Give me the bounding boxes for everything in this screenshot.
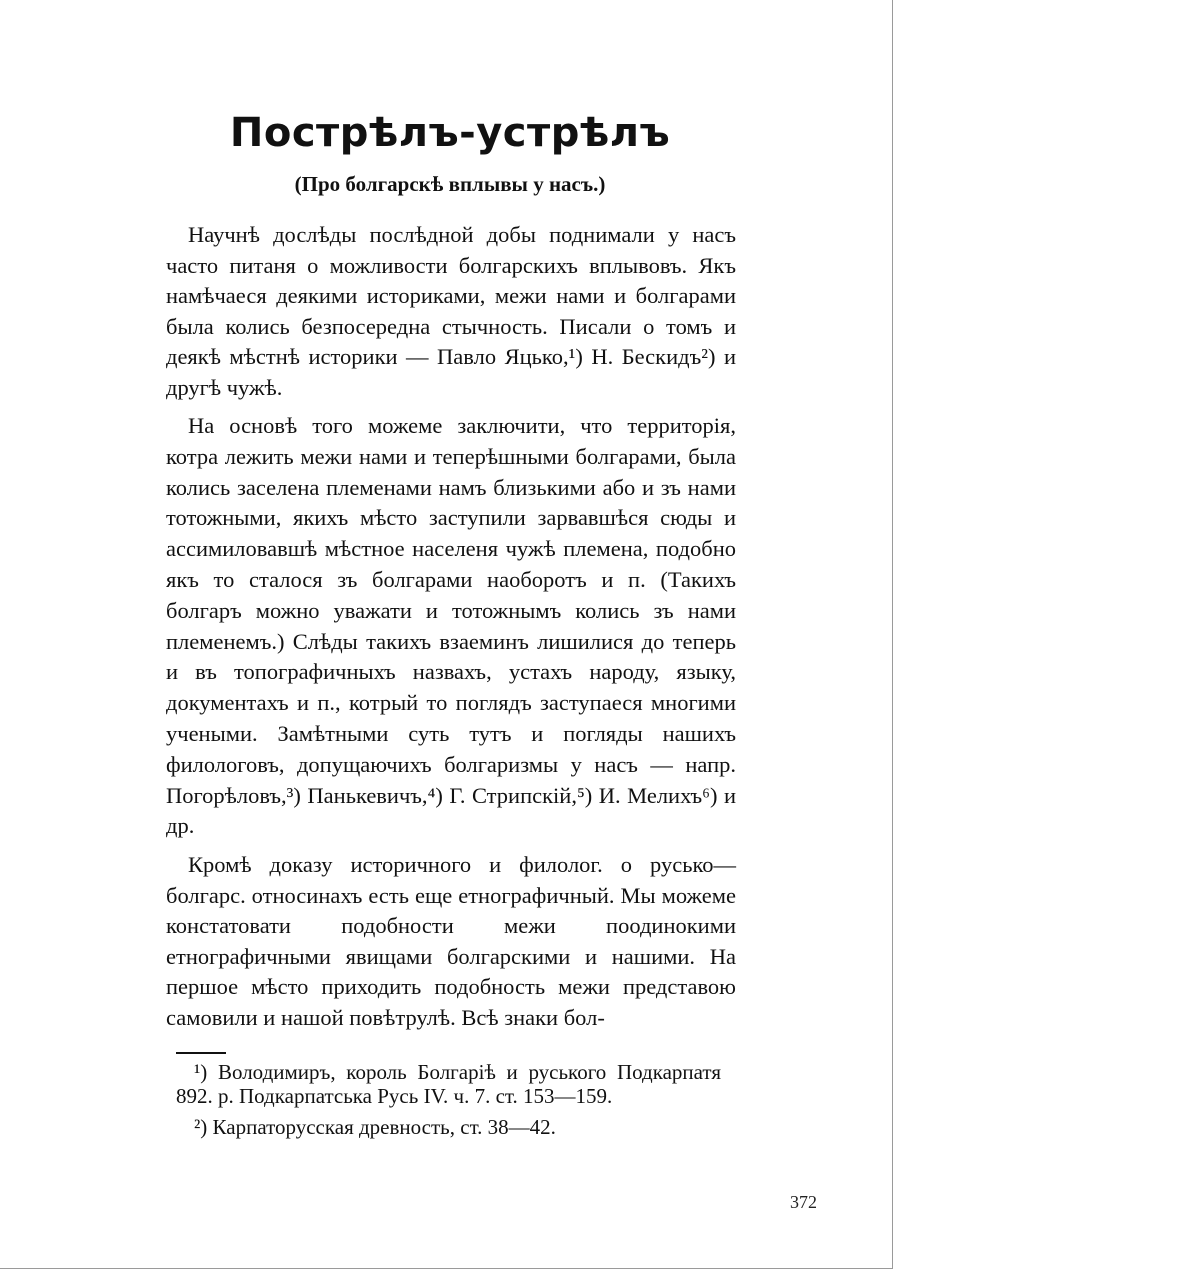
paragraph-2: На основѣ того можеме заключити, что территорія, котра лежить межи нами и теперѣшными болгарами, была колись заселена племенами намъ близькими або и зъ нами тотожными, якихъ мѣсто заступили зарвавшѣся сюды и ассимиловавшѣ мѣстное населеня чужѣ племена, подобно якъ то сталося зъ болгарами наоборотъ и п. (Такихъ болгаръ можно уважати и тотожнымъ колись зъ нами племенемъ.) Слѣды такихъ взаеминъ лишилися до теперь и въ топографичныхъ назвахъ, устахъ народу, языку, документахъ и п., котрый то поглядъ заступаеся многими учеными. Замѣтными суть тутъ и погляды нашихъ филологовъ, допущаючихъ болгаризмы у насъ — напр. Погорѣловъ,³) Панькевичъ,⁴) Г. Стрипскій,⁵) И. Мелихъ⁶) и др. bbox=[166, 413, 736, 839]
page-number: 372 bbox=[790, 1192, 817, 1212]
footnotes bbox=[176, 1060, 721, 1146]
page-subtitle: (Про болгарскѣ вплывы у насъ.) bbox=[294, 172, 606, 196]
paragraph-1: Научнѣ дослѣды послѣдной добы поднимали у насъ часто питаня о можливости болгарскихъ вплывовъ. Якъ намѣчаеся деякими историками, межи нами и болгарами была колись безпосередна стычность. Писали о томъ и деякѣ мѣстнѣ историки — Павло Яцько,¹) Н. Бескидъ²) и другѣ чужѣ. bbox=[166, 222, 736, 400]
paragraph-3: Кромѣ доказу историчного и филолог. о русько—болгарс. относинахъ есть еще етнографичный. Мы можеме констатовати подобности межи поодинокими етнографичными явищами болгарскими и нашими. На першое мѣсто приходить подобность межи представою самовили и нашой повѣтрулѣ. Всѣ знаки бол- bbox=[166, 852, 736, 1030]
footnote-1: ¹) Володимиръ, король Болгаріѣ и руського Подкарпатя 892. р. Подкарпатська Русь IV. ч. 7. ст. 153—159. bbox=[176, 1060, 721, 1108]
page-title: Пострѣлъ-устрѣлъ bbox=[229, 110, 671, 156]
footnote-2: ²) Карпаторусская древность, ст. 38—42. bbox=[194, 1115, 556, 1139]
body-text bbox=[166, 220, 736, 1041]
footnote-divider bbox=[176, 1052, 226, 1054]
